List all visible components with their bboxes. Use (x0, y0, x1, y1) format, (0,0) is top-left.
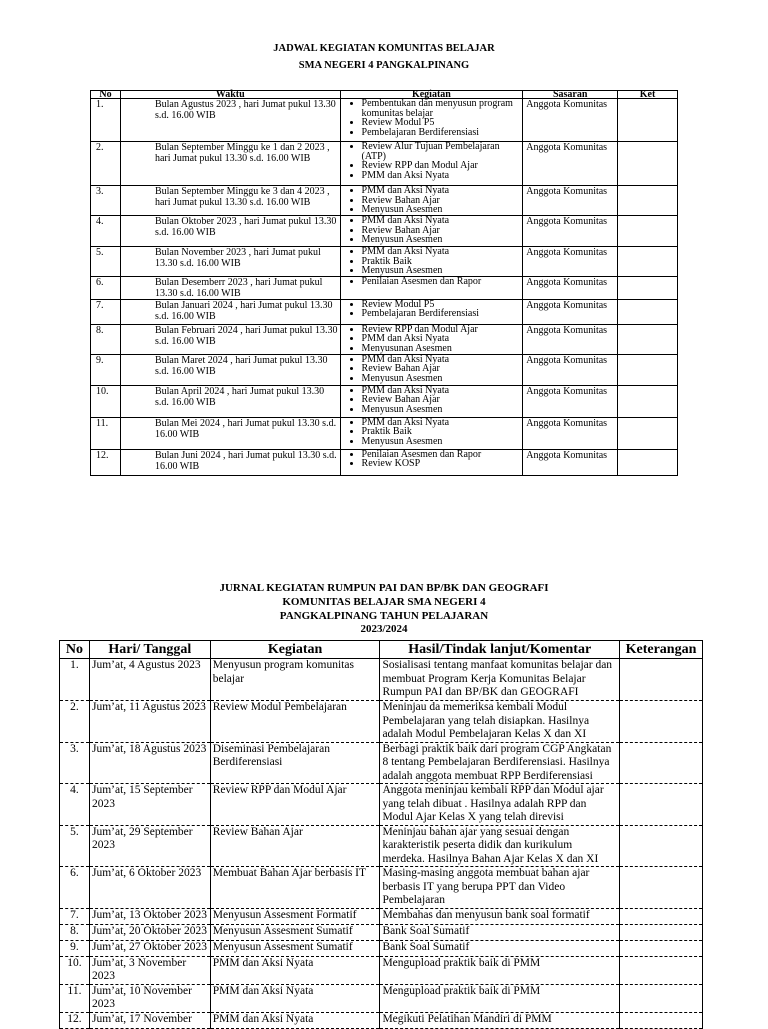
journal-tanggal-cell: Jum’at, 29 September 2023 (89, 825, 210, 867)
schedule-row (91, 99, 678, 142)
schedule-no-cell: 8. (91, 324, 121, 354)
schedule-kegiatan-cell (340, 354, 523, 385)
journal-kegiatan-cell: Menyusun Assesment Sumatif (210, 940, 380, 956)
schedule-no-cell: 5. (91, 247, 121, 277)
schedule-no-cell: 4. (91, 216, 121, 247)
schedule-ket-cell (618, 142, 678, 186)
schedule-kegiatan-item: • Review Bahan Ajar (362, 196, 521, 206)
schedule-kegiatan-item: • PMM dan Aksi Nyata (362, 334, 521, 344)
schedule-row (91, 142, 678, 186)
schedule-kegiatan-item: • Menyusun Asesmen (362, 405, 521, 415)
schedule-sasaran-cell: Anggota Komunitas (523, 99, 618, 142)
journal-kegiatan-cell: Membuat Bahan Ajar berbasis IT (210, 867, 380, 909)
schedule-ket-cell (618, 247, 678, 277)
schedule-kegiatan-item: • Menyusun Asesmen (362, 374, 521, 384)
schedule-kegiatan-cell (340, 247, 523, 277)
schedule-sasaran-cell: Anggota Komunitas (523, 324, 618, 354)
journal-hasil-cell: Berbagi praktik baik dari program CGP Angkatan 8 tentang Pembelajaran Berdiferensiasi. Hasilnya adalah anggota membuat RPP Berdiferensiasi (380, 742, 620, 784)
schedule-kegiatan-item: • Review Bahan Ajar (362, 395, 521, 405)
journal-kegiatan-cell: Diseminasi Pembelajaran Berdiferensiasi (210, 742, 380, 784)
journal-header-keterangan: Keterangan (620, 641, 703, 659)
journal-no-cell: 10. (60, 956, 90, 984)
schedule-no-cell: 2. (91, 142, 121, 186)
schedule-kegiatan-item: • PMM dan Aksi Nyata (362, 186, 521, 196)
schedule-sasaran-cell: Anggota Komunitas (523, 385, 618, 417)
schedule-kegiatan-item: • PMM dan Aksi Nyata (362, 386, 521, 396)
journal-no-cell: 8. (60, 924, 90, 940)
schedule-ket-cell (618, 186, 678, 216)
schedule-sasaran-cell: Anggota Komunitas (523, 142, 618, 186)
journal-header-kegiatan: Kegiatan (210, 641, 380, 659)
journal-header-row (60, 641, 703, 659)
schedule-sasaran-cell: Anggota Komunitas (523, 276, 618, 299)
journal-tanggal-cell: Jum’at, 20 Oktober 2023 (89, 924, 210, 940)
schedule-kegiatan-item: • Menyusun Asesmen (362, 235, 521, 245)
journal-tanggal-cell: Jum’at, 17 November (89, 1012, 210, 1028)
schedule-header-kegiatan: Kegiatan (340, 91, 523, 99)
journal-keterangan-cell (620, 1012, 703, 1028)
schedule-row (91, 186, 678, 216)
schedule-waktu-cell: Bulan November 2023 , hari Jumat pukul 13.30 s.d. 16.00 WIB (120, 247, 340, 277)
journal-hasil-cell: Bank Soal Sumatif (380, 924, 620, 940)
schedule-no-cell: 11. (91, 417, 121, 449)
schedule-no-cell: 9. (91, 354, 121, 385)
schedule-sasaran-cell: Anggota Komunitas (523, 449, 618, 475)
schedule-sasaran-cell: Anggota Komunitas (523, 299, 618, 324)
journal-row (60, 956, 703, 984)
journal-kegiatan-cell: Menyusun Assesment Sumatif (210, 924, 380, 940)
schedule-kegiatan-item: • Menyusun Asesmen (362, 437, 521, 447)
schedule-waktu-cell: Bulan Februari 2024 , hari Jumat pukul 13.30 s.d. 16.00 WIB (120, 324, 340, 354)
journal-no-cell: 3. (60, 742, 90, 784)
journal-kegiatan-cell: PMM dan Aksi Nyata (210, 1012, 380, 1028)
journal-title-line4: 2023/2024 (360, 623, 408, 635)
schedule-kegiatan-item: • Menyusunan Asesmen (362, 344, 521, 354)
journal-no-cell: 11. (60, 984, 90, 1012)
journal-row (60, 784, 703, 826)
journal-row (60, 924, 703, 940)
schedule-row (91, 417, 678, 449)
journal-row (60, 825, 703, 867)
schedule-kegiatan-cell (340, 276, 523, 299)
journal-keterangan-cell (620, 908, 703, 924)
journal-keterangan-cell (620, 867, 703, 909)
journal-hasil-cell: Meninjau da memeriksa kembali Modul Pembelajaran yang telah disiapkan. Hasilnya adalah Modul Pembelajaran Kelas X dan XI (380, 701, 620, 743)
journal-kegiatan-cell: Menyusun Assesment Formatif (210, 908, 380, 924)
journal-header-no: No (60, 641, 90, 659)
journal-keterangan-cell (620, 784, 703, 826)
schedule-kegiatan-item: • Review KOSP (362, 459, 521, 469)
schedule-no-cell: 1. (91, 99, 121, 142)
schedule-kegiatan-cell (340, 299, 523, 324)
schedule-kegiatan-item: • Penilaian Asesmen dan Rapor (362, 277, 521, 287)
schedule-kegiatan-item: • Review Bahan Ajar (362, 226, 521, 236)
schedule-waktu-cell: Bulan Maret 2024 , hari Jumat pukul 13.30 s.d. 16.00 WIB (120, 354, 340, 385)
journal-tanggal-cell: Jum’at, 15 September 2023 (89, 784, 210, 826)
schedule-ket-cell (618, 216, 678, 247)
journal-tanggal-cell: Jum’at, 13 Oktober 2023 (89, 908, 210, 924)
schedule-header-waktu: Waktu (120, 91, 340, 99)
journal-row (60, 1012, 703, 1028)
journal-header-tanggal: Hari/ Tanggal (89, 641, 210, 659)
journal-hasil-cell: Bank Soal Sumatif (380, 940, 620, 956)
journal-hasil-cell: Megikuti Pelatihan Mandiri di PMM (380, 1012, 620, 1028)
schedule-ket-cell (618, 385, 678, 417)
schedule-row (91, 385, 678, 417)
schedule-no-cell: 6. (91, 276, 121, 299)
schedule-waktu-cell: Bulan Mei 2024 , hari Jumat pukul 13.30 s.d. 16.00 WIB (120, 417, 340, 449)
journal-no-cell: 7. (60, 908, 90, 924)
schedule-ket-cell (618, 324, 678, 354)
schedule-kegiatan-item: • PMM dan Aksi Nyata (362, 171, 521, 181)
journal-tanggal-cell: Jum’at, 4 Agustus 2023 (89, 659, 210, 701)
journal-kegiatan-cell: Review Bahan Ajar (210, 825, 380, 867)
journal-tanggal-cell: Jum’at, 27 Oktober 2023 (89, 940, 210, 956)
journal-keterangan-cell (620, 984, 703, 1012)
journal-keterangan-cell (620, 956, 703, 984)
schedule-waktu-cell: Bulan Oktober 2023 , hari Jumat pukul 13.30 s.d. 16.00 WIB (120, 216, 340, 247)
journal-hasil-cell: Anggota meninjau kembali RPP dan Modul ajar yang telah dibuat . Hasilnya adalah RPP dan Modul Ajar Kelas X yang telah direvisi (380, 784, 620, 826)
schedule-kegiatan-cell (340, 186, 523, 216)
journal-no-cell: 1. (60, 659, 90, 701)
journal-row (60, 701, 703, 743)
journal-no-cell: 4. (60, 784, 90, 826)
schedule-header-sasaran: Sasaran (523, 91, 618, 99)
journal-row (60, 659, 703, 701)
journal-row (60, 908, 703, 924)
schedule-sasaran-cell: Anggota Komunitas (523, 354, 618, 385)
journal-row (60, 940, 703, 956)
schedule-kegiatan-item: • Pembelajaran Berdiferensiasi (362, 128, 521, 138)
journal-kegiatan-cell: Review RPP dan Modul Ajar (210, 784, 380, 826)
schedule-no-cell: 7. (91, 299, 121, 324)
journal-tanggal-cell: Jum’at, 18 Agustus 2023 (89, 742, 210, 784)
schedule-no-cell: 10. (91, 385, 121, 417)
journal-keterangan-cell (620, 825, 703, 867)
schedule-kegiatan-item: • PMM dan Aksi Nyata (362, 418, 521, 428)
journal-hasil-cell: Membahas dan menyusun bank soal formatif (380, 908, 620, 924)
journal-kegiatan-cell: Review Modul Pembelajaran (210, 701, 380, 743)
journal-keterangan-cell (620, 924, 703, 940)
schedule-kegiatan-item: • Pembentukan dan menyusun program komunitas belajar (362, 99, 521, 118)
schedule-kegiatan-item: • Review Modul P5 (362, 118, 521, 128)
schedule-waktu-cell: Bulan Juni 2024 , hari Jumat pukul 13.30 s.d. 16.00 WIB (120, 449, 340, 475)
journal-no-cell: 12. (60, 1012, 90, 1028)
schedule-row (91, 299, 678, 324)
schedule-kegiatan-item: • Praktik Baik (362, 257, 521, 267)
schedule-waktu-cell: Bulan Januari 2024 , hari Jumat pukul 13.30 s.d. 16.00 WIB (120, 299, 340, 324)
journal-header-hasil: Hasil/Tindak lanjut/Komentar (380, 641, 620, 659)
schedule-kegiatan-cell (340, 385, 523, 417)
schedule-no-cell: 12. (91, 449, 121, 475)
schedule-kegiatan-item: • Praktik Baik (362, 427, 521, 437)
schedule-waktu-cell: Bulan April 2024 , hari Jumat pukul 13.30 s.d. 16.00 WIB (120, 385, 340, 417)
schedule-kegiatan-cell (340, 324, 523, 354)
journal-row (60, 984, 703, 1012)
schedule-kegiatan-item: • PMM dan Aksi Nyata (362, 355, 521, 365)
schedule-header-ket: Ket (618, 91, 678, 99)
journal-no-cell: 2. (60, 701, 90, 743)
journal-kegiatan-cell: Menyusun program komunitas belajar (210, 659, 380, 701)
schedule-kegiatan-item: • Menyusun Asesmen (362, 205, 521, 215)
journal-kegiatan-cell: PMM dan Aksi Nyata (210, 984, 380, 1012)
schedule-ket-cell (618, 354, 678, 385)
journal-title-line1: JURNAL KEGIATAN RUMPUN PAI DAN BP/BK DAN GEOGRAFI (219, 582, 549, 594)
schedule-title-line2: SMA NEGERI 4 PANGKALPINANG (298, 60, 470, 71)
journal-title-line3: PANGKALPINANG TAHUN PELAJARAN (279, 610, 489, 622)
schedule-row (91, 449, 678, 475)
journal-keterangan-cell (620, 742, 703, 784)
schedule-header-no: No (91, 91, 121, 99)
schedule-table (90, 90, 678, 476)
journal-hasil-cell: Mengupload praktik baik di PMM (380, 956, 620, 984)
schedule-title-line1: JADWAL KEGIATAN KOMUNITAS BELAJAR (273, 43, 495, 54)
schedule-row (91, 354, 678, 385)
schedule-waktu-cell: Bulan Agustus 2023 , hari Jumat pukul 13.30 s.d. 16.00 WIB (120, 99, 340, 142)
journal-hasil-cell: Meninjau bahan ajar yang sesuai dengan karakteristik peserta didik dan kurikulum merdeka. Hasilnya Bahan Ajar Kelas X dan XI (380, 825, 620, 867)
schedule-ket-cell (618, 276, 678, 299)
schedule-row (91, 324, 678, 354)
journal-no-cell: 9. (60, 940, 90, 956)
schedule-sasaran-cell: Anggota Komunitas (523, 417, 618, 449)
schedule-kegiatan-cell (340, 216, 523, 247)
journal-keterangan-cell (620, 940, 703, 956)
journal-row (60, 867, 703, 909)
schedule-kegiatan-item: • PMM dan Aksi Nyata (362, 247, 521, 257)
journal-tanggal-cell: Jum’at, 3 November 2023 (89, 956, 210, 984)
schedule-waktu-cell: Bulan Desemberr 2023 , hari Jumat pukul 13.30 s.d. 16.00 WIB (120, 276, 340, 299)
journal-no-cell: 5. (60, 825, 90, 867)
schedule-kegiatan-cell (340, 449, 523, 475)
schedule-kegiatan-item: • Review RPP dan Modul Ajar (362, 325, 521, 335)
schedule-sasaran-cell: Anggota Komunitas (523, 216, 618, 247)
journal-title-line2: KOMUNITAS BELAJAR SMA NEGERI 4 (282, 596, 486, 608)
schedule-kegiatan-cell (340, 142, 523, 186)
schedule-kegiatan-item: • Review Bahan Ajar (362, 364, 521, 374)
journal-hasil-cell: Masing-masing anggota membuat bahan ajar berbasis IT yang berupa PPT dan Video Pembelajaran (380, 867, 620, 909)
journal-keterangan-cell (620, 701, 703, 743)
journal-tanggal-cell: Jum’at, 6 Oktober 2023 (89, 867, 210, 909)
schedule-kegiatan-item: • Review Modul P5 (362, 300, 521, 310)
journal-kegiatan-cell: PMM dan Aksi Nyata (210, 956, 380, 984)
journal-table (59, 640, 703, 1029)
schedule-row (91, 276, 678, 299)
journal-tanggal-cell: Jum’at, 10 November 2023 (89, 984, 210, 1012)
schedule-ket-cell (618, 299, 678, 324)
schedule-row (91, 247, 678, 277)
schedule-sasaran-cell: Anggota Komunitas (523, 247, 618, 277)
journal-tanggal-cell: Jum’at, 11 Agustus 2023 (89, 701, 210, 743)
journal-hasil-cell: Sosialisasi tentang manfaat komunitas belajar dan membuat Program Kerja Komunitas Belajar Rumpun PAI dan BP/BK dan GEOGRAFI (380, 659, 620, 701)
schedule-kegiatan-item: • PMM dan Aksi Nyata (362, 216, 521, 226)
journal-row (60, 742, 703, 784)
schedule-ket-cell (618, 449, 678, 475)
schedule-ket-cell (618, 417, 678, 449)
schedule-kegiatan-item: • Review Alur Tujuan Pembelajaran (ATP) (362, 142, 521, 161)
schedule-kegiatan-cell (340, 99, 523, 142)
schedule-kegiatan-item: • Review RPP dan Modul Ajar (362, 161, 521, 171)
schedule-kegiatan-item: • Pembelajaran Berdiferensiasi (362, 309, 521, 319)
journal-keterangan-cell (620, 659, 703, 701)
schedule-waktu-cell: Bulan September Minggu ke 1 dan 2 2023 , hari Jumat pukul 13.30 s.d. 16.00 WIB (120, 142, 340, 186)
journal-no-cell: 6. (60, 867, 90, 909)
schedule-kegiatan-item: • Menyusun Asesmen (362, 266, 521, 276)
schedule-no-cell: 3. (91, 186, 121, 216)
schedule-kegiatan-cell (340, 417, 523, 449)
schedule-sasaran-cell: Anggota Komunitas (523, 186, 618, 216)
schedule-ket-cell (618, 99, 678, 142)
schedule-kegiatan-item: • Penilaian Asesmen dan Rapor (362, 450, 521, 460)
schedule-waktu-cell: Bulan September Minggu ke 3 dan 4 2023 , hari Jumat pukul 13.30 s.d. 16.00 WIB (120, 186, 340, 216)
schedule-row (91, 216, 678, 247)
journal-hasil-cell: Mengupload praktik baik di PMM (380, 984, 620, 1012)
